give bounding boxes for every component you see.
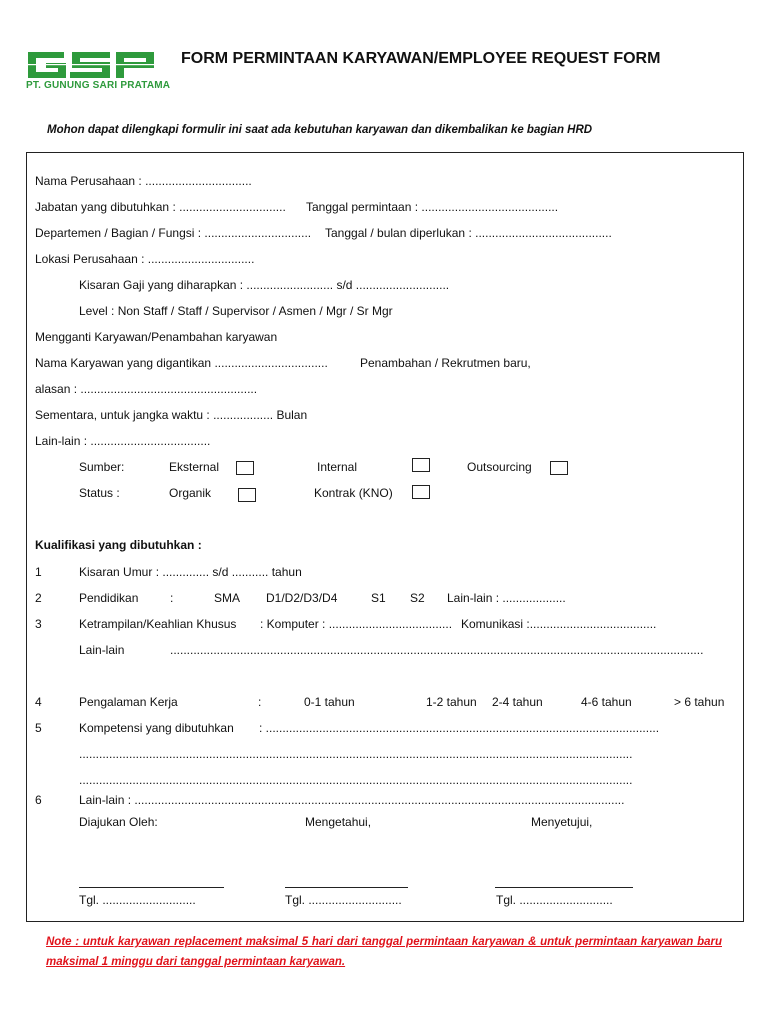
source-external-checkbox[interactable] bbox=[236, 461, 254, 475]
temporary-duration-field[interactable]: Sementara, untuk jangka waktu : .................. Bulan bbox=[35, 408, 308, 422]
experience-option-0-1[interactable]: 0-1 tahun bbox=[304, 695, 355, 709]
form-title: FORM PERMINTAAN KARYAWAN/EMPLOYEE REQUEST FORM bbox=[181, 50, 661, 67]
experience-label: Pengalaman Kerja bbox=[79, 695, 178, 709]
education-option-s2[interactable]: S2 bbox=[410, 591, 425, 605]
source-external-label: Eksternal bbox=[169, 460, 220, 474]
qual-number-4: 4 bbox=[35, 695, 42, 709]
competency-field[interactable]: : ...................................................................................................................... bbox=[259, 721, 660, 735]
replacement-heading: Mengganti Karyawan/Penambahan karyawan bbox=[35, 330, 278, 344]
status-contract-label: Kontrak (KNO) bbox=[314, 486, 393, 500]
instruction-text: Mohon dapat dilengkapi formulir ini saat ada kebutuhan karyawan dan dikembalikan ke bagian HRD bbox=[47, 124, 593, 136]
competency-line-2[interactable]: ...................................................................................................................................................................... bbox=[79, 747, 633, 761]
approved-date-field[interactable]: Tgl. ............................ bbox=[496, 893, 613, 907]
submitted-signature-line[interactable] bbox=[79, 887, 224, 888]
education-label: Pendidikan bbox=[79, 591, 139, 605]
experience-option-over-6[interactable]: > 6 tahun bbox=[674, 695, 725, 709]
education-option-sma[interactable]: SMA bbox=[214, 591, 241, 605]
qual-number-1: 1 bbox=[35, 565, 42, 579]
department-field[interactable]: Departemen / Bagian / Fungsi : ................................ bbox=[35, 226, 312, 240]
acknowledged-date-field[interactable]: Tgl. ............................ bbox=[285, 893, 402, 907]
competency-line-3[interactable]: ...................................................................................................................................................................... bbox=[79, 773, 633, 787]
replaced-employee-field[interactable]: Nama Karyawan yang digantikan .................................. bbox=[35, 356, 328, 370]
education-other-field[interactable]: Lain-lain : ................... bbox=[447, 591, 566, 605]
status-organic-checkbox[interactable] bbox=[238, 488, 256, 502]
communication-skill-field[interactable]: Komunikasi :...................................... bbox=[461, 617, 657, 631]
source-label: Sumber: bbox=[79, 460, 125, 474]
skills-label: Ketrampilan/Keahlian Khusus bbox=[79, 617, 237, 631]
note-text: Note : untuk karyawan replacement maksimal 5 hari dari tanggal permintaan karyawan & untuk permintaan karyawan baru maksimal 1 minggu dari tanggal permintaan karyawan. bbox=[46, 936, 722, 968]
reason-field[interactable]: alasan : ..................................................... bbox=[35, 382, 258, 396]
education-colon: : bbox=[170, 591, 174, 605]
others-field[interactable]: Lain-lain : .................................... bbox=[35, 434, 211, 448]
skills-other-field[interactable]: ................................................................................................................................................................ bbox=[170, 643, 704, 657]
source-internal-checkbox[interactable] bbox=[412, 458, 430, 472]
qual-number-6: 6 bbox=[35, 793, 42, 807]
education-option-diploma[interactable]: D1/D2/D3/D4 bbox=[266, 591, 338, 605]
qual-others-field[interactable]: Lain-lain : ................................................................................................................................................... bbox=[79, 793, 625, 807]
competency-label: Kompetensi yang dibutuhkan bbox=[79, 721, 234, 735]
source-outsourcing-checkbox[interactable] bbox=[550, 461, 568, 475]
source-outsourcing-label: Outsourcing bbox=[467, 460, 532, 474]
request-date-field[interactable]: Tanggal permintaan : ......................................... bbox=[306, 200, 559, 214]
education-option-s1[interactable]: S1 bbox=[371, 591, 386, 605]
status-contract-checkbox[interactable] bbox=[412, 485, 430, 499]
age-range-field[interactable]: Kisaran Umur : .............. s/d ........... tahun bbox=[79, 565, 302, 579]
company-name: PT. GUNUNG SARI PRATAMA bbox=[26, 80, 171, 91]
status-organic-label: Organik bbox=[169, 486, 212, 500]
gsp-logo bbox=[24, 50, 158, 80]
acknowledged-signature-line[interactable] bbox=[285, 887, 408, 888]
submitted-by-label: Diajukan Oleh: bbox=[79, 815, 158, 829]
position-field[interactable]: Jabatan yang dibutuhkan : ................................ bbox=[35, 200, 286, 214]
computer-skill-field[interactable]: : Komputer : ..................................... bbox=[260, 617, 453, 631]
experience-option-4-6[interactable]: 4-6 tahun bbox=[581, 695, 632, 709]
experience-colon: : bbox=[258, 695, 262, 709]
company-name-field[interactable]: Nama Perusahaan : ................................ bbox=[35, 174, 252, 188]
salary-range-field[interactable]: Kisaran Gaji yang diharapkan : .......................... s/d ............................ bbox=[79, 278, 450, 292]
needed-date-field[interactable]: Tanggal / bulan diperlukan : ......................................... bbox=[325, 226, 612, 240]
source-internal-label: Internal bbox=[317, 460, 358, 474]
qualifications-heading: Kualifikasi yang dibutuhkan : bbox=[35, 538, 202, 552]
status-label: Status : bbox=[79, 486, 120, 500]
experience-option-1-2[interactable]: 1-2 tahun bbox=[426, 695, 477, 709]
new-hire-label: Penambahan / Rekrutmen baru, bbox=[360, 356, 531, 370]
location-field[interactable]: Lokasi Perusahaan : ................................ bbox=[35, 252, 255, 266]
acknowledged-by-label: Mengetahui, bbox=[305, 815, 372, 829]
approved-signature-line[interactable] bbox=[495, 887, 633, 888]
submitted-date-field[interactable]: Tgl. ............................ bbox=[79, 893, 196, 907]
qual-number-3: 3 bbox=[35, 617, 42, 631]
level-field[interactable]: Level : Non Staff / Staff / Supervisor / Asmen / Mgr / Sr Mgr bbox=[79, 304, 393, 318]
experience-option-2-4[interactable]: 2-4 tahun bbox=[492, 695, 543, 709]
qual-number-2: 2 bbox=[35, 591, 42, 605]
skills-other-label: Lain-lain bbox=[79, 643, 125, 657]
approved-by-label: Menyetujui, bbox=[531, 815, 593, 829]
qual-number-5: 5 bbox=[35, 721, 42, 735]
